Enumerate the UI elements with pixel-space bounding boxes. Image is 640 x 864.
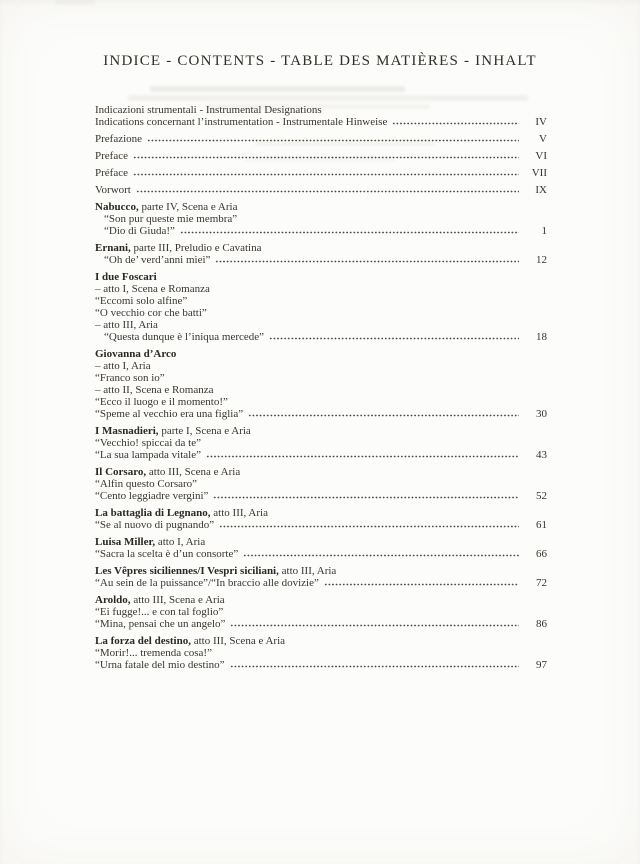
line-text: parte I, Scena e Aria	[158, 425, 251, 437]
line-text: – atto I, Scena e Romanza	[95, 283, 210, 295]
toc-line	[95, 519, 547, 531]
scan-artifact	[55, 0, 95, 5]
line-text: “Questa dunque è l’iniqua mercede”	[104, 331, 265, 343]
work-title: La forza del destino,	[95, 635, 191, 647]
toc-line	[95, 283, 547, 295]
line-text: atto III, Scena e Aria	[146, 466, 241, 478]
toc-line	[95, 425, 547, 437]
line-text: “Franco son io”	[95, 372, 165, 384]
toc-line	[95, 331, 547, 343]
toc-line	[95, 254, 547, 266]
toc-entry	[95, 150, 547, 162]
toc-line	[95, 618, 547, 630]
dotted-leader	[248, 414, 519, 417]
toc-entry	[95, 425, 547, 461]
toc-line	[95, 594, 547, 606]
toc-line	[95, 384, 547, 396]
line-text: – atto I, Aria	[95, 360, 151, 372]
dotted-leader	[136, 190, 519, 193]
toc-line	[95, 372, 547, 384]
toc-line	[95, 319, 547, 331]
line-text: “Eccomi solo alfine”	[95, 295, 188, 307]
page-number: VII	[531, 167, 547, 179]
line-text: parte III, Preludio e Cavatina	[130, 242, 262, 254]
toc-line	[95, 490, 547, 502]
page-number: 43	[536, 449, 547, 461]
work-title: Il Corsaro,	[95, 466, 147, 478]
toc-line	[95, 659, 547, 671]
line-text: atto III, Aria	[210, 507, 268, 519]
line-text: “Ecco il luogo e il momento!”	[95, 396, 228, 408]
page-number: 97	[536, 659, 547, 671]
line-text: – atto II, Scena e Romanza	[95, 384, 214, 396]
toc-line	[95, 295, 547, 307]
toc-entry	[95, 271, 547, 343]
dotted-leader	[133, 156, 519, 159]
dotted-leader	[133, 173, 519, 176]
work-title: Les Vêpres siciliennes/I Vespri siciliani,	[95, 565, 279, 577]
toc-line	[95, 396, 547, 408]
line-text: “Morir!... tremenda cosa!”	[95, 647, 212, 659]
line-text: “La sua lampada vitale”	[95, 449, 201, 461]
toc-line	[95, 167, 547, 179]
dotted-leader	[147, 139, 519, 142]
toc-entry	[95, 507, 547, 531]
toc-line	[95, 507, 547, 519]
work-title: Luisa Miller,	[95, 536, 156, 548]
line-text: “Oh de’ verd’anni miei”	[104, 254, 211, 266]
toc-line	[95, 466, 547, 478]
line-text: “Ei fugge!... e con tal foglio”	[95, 606, 224, 618]
dotted-leader	[213, 496, 519, 499]
toc-entry	[95, 167, 547, 179]
toc-line	[95, 606, 547, 618]
dotted-leader	[392, 122, 519, 125]
line-text: – atto III, Aria	[95, 319, 158, 331]
line-text: Indicazioni strumentali - Instrumental Designations	[95, 104, 322, 116]
toc-entry	[95, 133, 547, 145]
toc-entry	[95, 184, 547, 196]
page-number: 86	[536, 618, 547, 630]
line-text: Preface	[95, 150, 128, 162]
page-number: IX	[535, 184, 547, 196]
toc-entry	[95, 348, 547, 420]
toc-line	[95, 307, 547, 319]
work-title: I Masnadieri,	[95, 425, 159, 437]
toc-line	[95, 449, 547, 461]
toc-line	[95, 242, 547, 254]
toc-entry	[95, 594, 547, 630]
toc-entry	[95, 466, 547, 502]
line-text: “Se al nuovo di pugnando”	[95, 519, 215, 531]
dotted-leader	[230, 624, 519, 627]
toc-line	[95, 225, 547, 237]
toc-line	[95, 478, 547, 490]
toc-entry	[95, 201, 547, 237]
page-number: 30	[536, 408, 547, 420]
line-text: atto III, Scena e Aria	[190, 635, 286, 647]
page-number: 12	[536, 254, 547, 266]
toc-line	[95, 360, 547, 372]
toc-line	[95, 213, 547, 225]
line-text: Prefazione	[95, 133, 143, 145]
dotted-leader	[215, 260, 519, 263]
page-number: 18	[536, 331, 547, 343]
toc-entry	[95, 635, 547, 671]
toc-line	[95, 150, 547, 162]
page-number: 61	[536, 519, 547, 531]
line-text: Indications concernant l’instrumentation - Instrumentale Hinweise	[95, 116, 388, 128]
dotted-leader	[230, 665, 519, 668]
line-text: “Sacra la scelta è d’un consorte”	[95, 548, 239, 560]
line-text: “Cento leggiadre vergini”	[95, 490, 209, 502]
work-title: Aroldo,	[95, 594, 131, 606]
line-text: Préface	[95, 167, 128, 179]
line-text: atto III, Aria	[278, 565, 337, 577]
toc-line	[95, 635, 547, 647]
toc-line	[95, 133, 547, 145]
page-number: VI	[535, 150, 547, 162]
page-number: IV	[535, 116, 547, 128]
toc-line	[95, 647, 547, 659]
toc-entry	[95, 565, 547, 589]
work-title: Ernani,	[95, 242, 131, 254]
toc-line	[95, 271, 547, 283]
page-number: 52	[536, 490, 547, 502]
dotted-leader	[243, 554, 519, 557]
dotted-leader	[219, 525, 519, 528]
dotted-leader	[206, 455, 519, 458]
line-text: Vorwort	[95, 184, 131, 196]
dotted-leader	[269, 337, 519, 340]
toc-line	[95, 437, 547, 449]
toc-line	[95, 565, 547, 577]
line-text: “O vecchio cor che batti”	[95, 307, 207, 319]
toc-entry	[95, 242, 547, 266]
bleedthrough-artifact	[150, 86, 405, 92]
toc-entry	[95, 536, 547, 560]
work-title: Nabucco,	[95, 201, 139, 213]
bleedthrough-artifact	[128, 95, 528, 101]
line-text: “Vecchio! spiccai da te”	[95, 437, 201, 449]
work-title: Giovanna d’Arco	[95, 348, 177, 360]
table-of-contents	[95, 104, 547, 676]
toc-line	[95, 408, 547, 420]
toc-line	[95, 577, 547, 589]
line-text: parte IV, Scena e Aria	[138, 201, 238, 213]
dotted-leader	[324, 583, 519, 586]
line-text: “Au sein de la puissance”/“In braccio alle dovizie”	[95, 577, 319, 589]
page-number: 1	[541, 225, 547, 237]
line-text: “Speme al vecchio era una figlia”	[95, 408, 244, 420]
page-number: 72	[536, 577, 547, 589]
line-text: atto III, Scena e Aria	[130, 594, 225, 606]
toc-line	[95, 348, 547, 360]
work-title: La battaglia di Legnano,	[95, 507, 211, 519]
toc-line	[95, 184, 547, 196]
work-title: I due Foscari	[95, 271, 157, 283]
toc-line	[95, 116, 547, 128]
line-text: “Alfin questo Corsaro”	[95, 478, 198, 490]
line-text: “Urna fatale del mio destino”	[95, 659, 225, 671]
toc-line	[95, 548, 547, 560]
dotted-leader	[180, 231, 519, 234]
line-text: atto I, Aria	[155, 536, 206, 548]
toc-line	[95, 104, 547, 116]
toc-entry	[95, 104, 547, 128]
toc-line	[95, 201, 547, 213]
line-text: “Mina, pensai che un angelo”	[95, 618, 226, 630]
line-text: “Son pur queste mie membra”	[104, 213, 238, 225]
page-number: V	[539, 133, 547, 145]
line-text: “Dio di Giuda!”	[104, 225, 175, 237]
page-number: 66	[536, 548, 547, 560]
page-title: INDICE - CONTENTS - TABLE DES MATIÈRES - INHALT	[103, 53, 537, 69]
toc-line	[95, 536, 547, 548]
